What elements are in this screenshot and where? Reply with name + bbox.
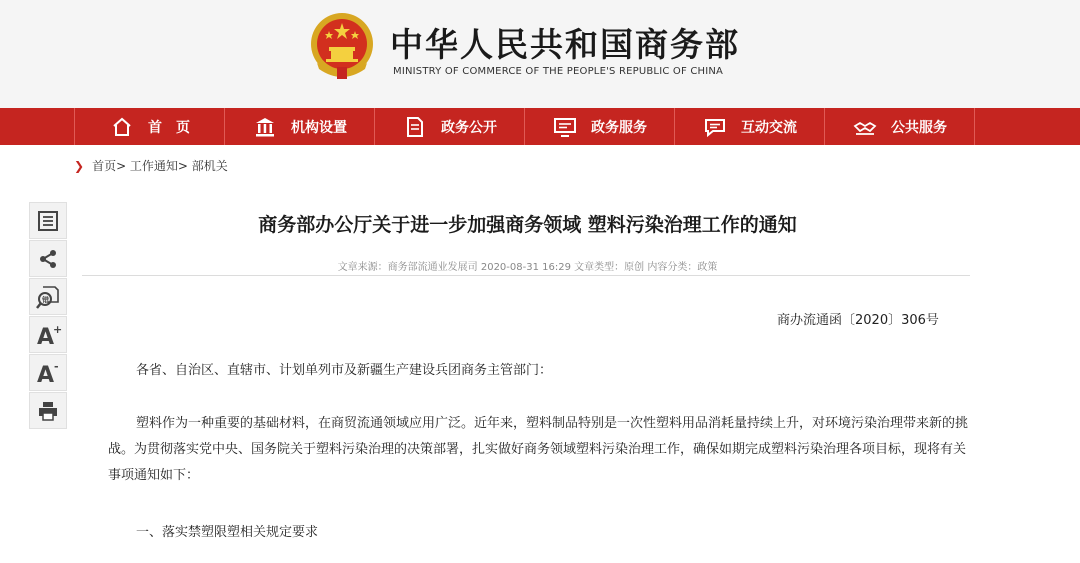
nav-divider [974,108,975,145]
breadcrumb-text[interactable]: 首页> 工作通知> 部机关 [92,159,228,173]
article-meta: 文章来源：商务部流通业发展司 2020-08-31 16:29 文章类型：原创 内容分类：政策 [337,262,718,273]
nav-item-label: 公共服务 [891,119,947,136]
building-icon [253,115,277,139]
home-icon [110,115,134,139]
section-heading: 一、落实禁塑限塑相关规定要求 [136,525,319,540]
svg-text:A: A [37,324,55,350]
nav-item-public-services[interactable] [825,108,975,145]
main-nav [0,108,1080,145]
document-icon [403,115,427,139]
nav-item-label: 政务公开 [441,119,497,136]
site-title[interactable]: 中华人民共和国商务部 [390,25,740,64]
print-icon[interactable] [29,392,67,429]
title-divider [82,275,970,276]
svg-text:错: 错 [42,295,49,304]
chat-icon [703,115,727,139]
article-title: 商务部办公厅关于进一步加强商务领域 塑料污染治理工作的通知 [258,214,797,236]
site-subtitle: MINISTRY OF COMMERCE OF THE PEOPLE'S REPUBLIC OF CHINA [393,66,724,77]
nav-item-government-affairs[interactable] [375,108,525,145]
chevron-right-icon: ❯ [74,158,85,173]
national-emblem-icon[interactable] [309,11,375,81]
font-increase-icon[interactable] [29,316,67,353]
search-text-icon[interactable] [29,278,67,315]
nav-item-interaction[interactable] [675,108,825,145]
site-header [0,0,1080,108]
intro-paragraph: 塑料作为一种重要的基础材料，在商贸流通领域应用广泛。近年来，塑料制品特别是一次性塑料用品消耗量持续上升，对环境污染治理带来新的挑战。为贯彻落实党中央、国务院关于塑料污染治理的决策部署，扎实做好商务领域塑料污染治理工作，确保如期完成塑料污染治理各项目标，现将有关事项通知如下： [108,416,969,483]
nav-item-organization[interactable] [225,108,375,145]
handshake-icon [853,115,877,139]
svg-text:+: + [53,322,63,336]
document-number: 商办流通函〔2020〕306号 [777,313,939,328]
breadcrumb [74,157,228,174]
svg-text:-: - [54,359,59,373]
monitor-icon [553,115,577,139]
svg-text:A: A [37,362,55,388]
font-decrease-icon[interactable] [29,354,67,391]
salutation-paragraph: 各省、自治区、直辖市、计划单列市及新疆生产建设兵团商务主管部门： [136,363,553,378]
nav-item-label: 首 页 [148,119,190,136]
nav-item-label: 政务服务 [591,119,647,136]
nav-item-label: 机构设置 [291,119,347,136]
nav-item-label: 互动交流 [741,119,797,136]
nav-item-home[interactable] [75,108,225,145]
nav-item-government-services[interactable] [525,108,675,145]
